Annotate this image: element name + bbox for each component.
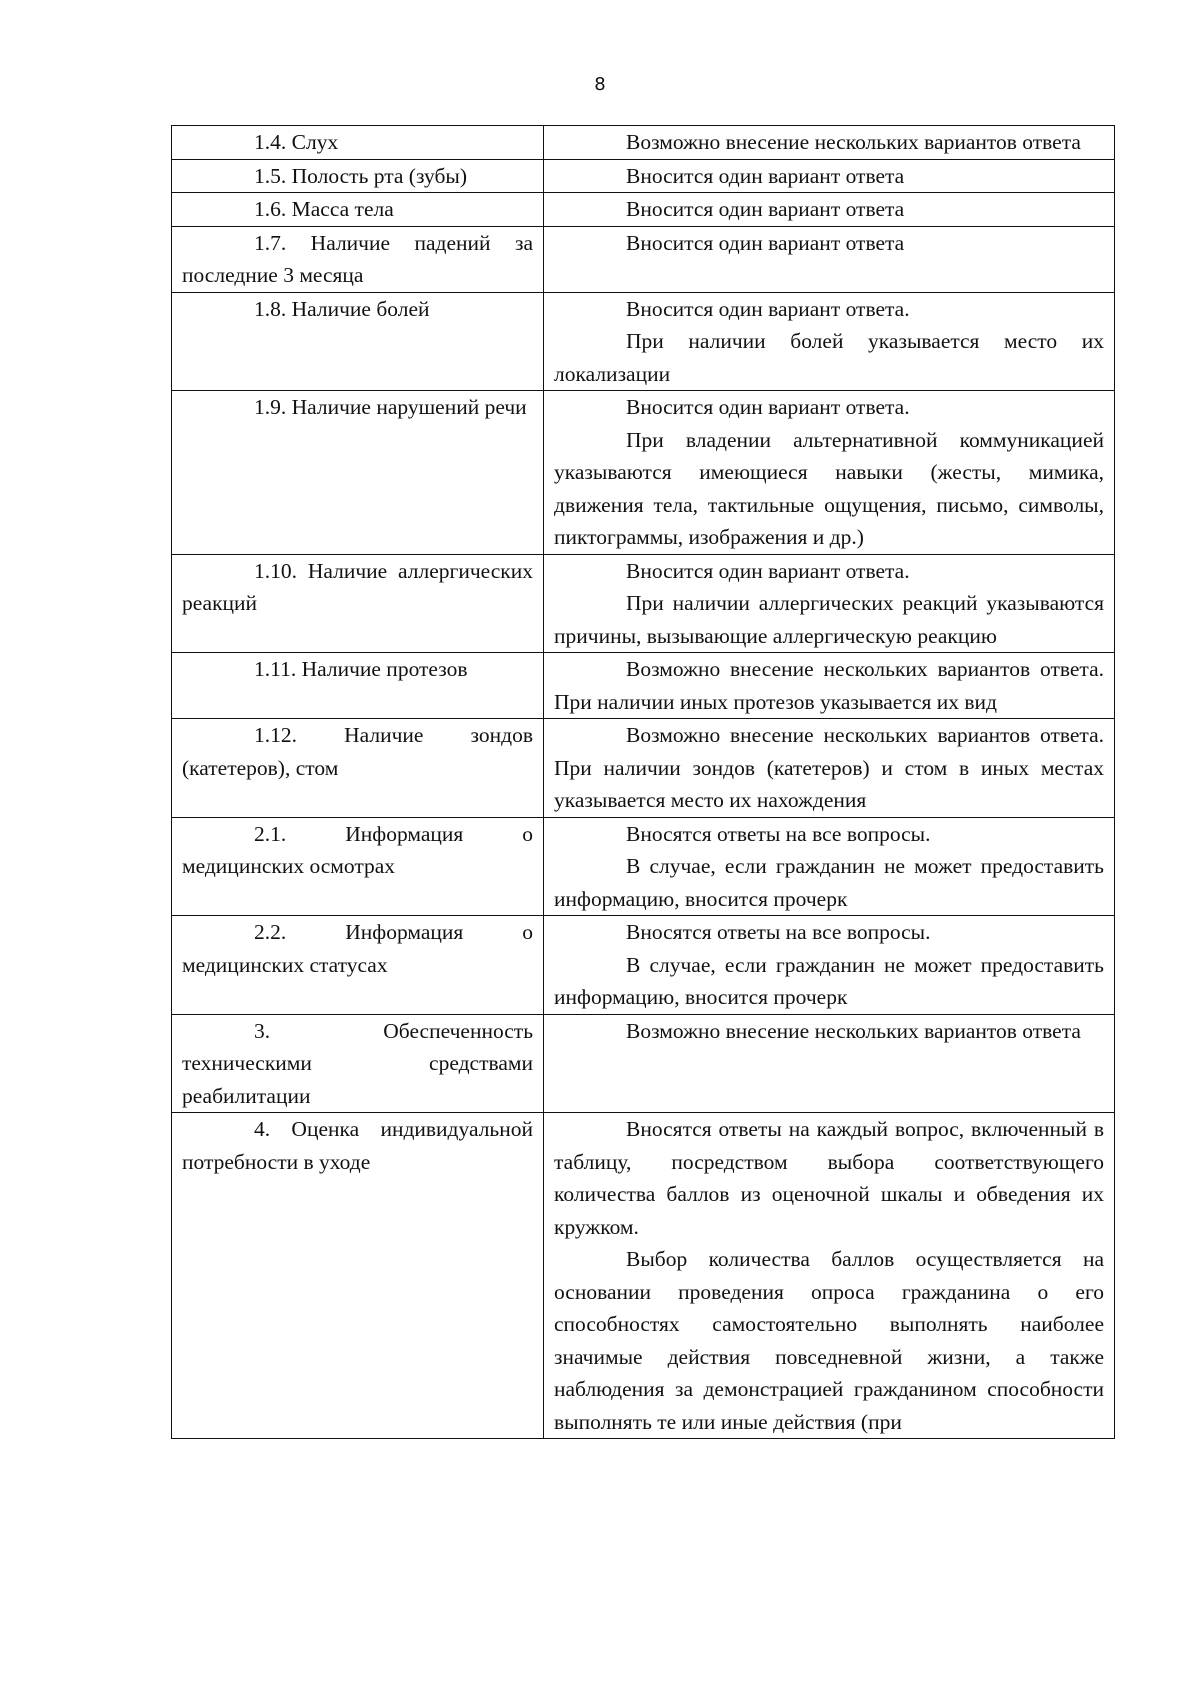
table-row bbox=[172, 159, 1115, 193]
table-body bbox=[172, 126, 1115, 1439]
instruction-paragraph: Вносятся ответы на каждый вопрос, включенный в таблицу, посредством выбора соответствующего количества баллов из оценочной шкалы и обведения их кружком. bbox=[554, 1117, 1104, 1239]
table-row bbox=[172, 1014, 1115, 1113]
instruction-cell bbox=[544, 719, 1115, 818]
section-label: 4. Оценка индивидуальной потребности в уходе bbox=[182, 1117, 533, 1174]
instruction-paragraph: Вносится один вариант ответа. bbox=[626, 395, 910, 419]
instruction-paragraph: В случае, если гражданин не может предоставить информацию, вносится прочерк bbox=[554, 854, 1104, 911]
table-row bbox=[172, 1113, 1115, 1439]
section-label: 3. Обеспеченность техническими средствами реабилитации bbox=[182, 1018, 533, 1108]
instruction-cell bbox=[544, 1113, 1115, 1439]
instruction-cell bbox=[544, 126, 1115, 160]
section-cell bbox=[172, 554, 544, 653]
section-cell bbox=[172, 159, 544, 193]
section-cell bbox=[172, 126, 544, 160]
table-row bbox=[172, 126, 1115, 160]
instruction-paragraph: Вносятся ответы на все вопросы. bbox=[626, 821, 931, 846]
instructions-table bbox=[171, 125, 1115, 1439]
instruction-paragraph: В случае, если гражданин не может предоставить информацию, вносится прочерк bbox=[554, 952, 1104, 1009]
section-cell bbox=[172, 391, 544, 555]
section-label: 1.9. Наличие нарушений речи bbox=[254, 395, 527, 419]
section-label: 1.5. Полость рта (зубы) bbox=[254, 163, 468, 188]
instruction-cell bbox=[544, 226, 1115, 292]
section-label: 1.10. Наличие аллергических реакций bbox=[182, 558, 533, 615]
instruction-cell bbox=[544, 1014, 1115, 1113]
instruction-cell bbox=[544, 292, 1115, 391]
section-label: 2.1. Информация о медицинских осмотрах bbox=[182, 821, 533, 878]
section-cell bbox=[172, 1113, 544, 1439]
instruction-cell bbox=[544, 817, 1115, 916]
table-row bbox=[172, 817, 1115, 916]
instruction-paragraph: Вносятся ответы на все вопросы. bbox=[626, 920, 931, 944]
instruction-paragraph: Вносится один вариант ответа bbox=[626, 163, 905, 188]
page-number: 8 bbox=[594, 74, 606, 95]
instruction-cell bbox=[544, 554, 1115, 653]
instruction-cell bbox=[544, 159, 1115, 193]
table-row bbox=[172, 554, 1115, 653]
section-label: 1.7. Наличие падений за последние 3 месяца bbox=[182, 230, 533, 287]
instruction-paragraph: Возможно внесение нескольких вариантов ответа bbox=[626, 130, 1081, 154]
instruction-paragraph: Выбор количества баллов осуществляется на основании проведения опроса гражданина о его способностях самостоятельно выполнять наиболее значимые действия повседневной жизни, а также наблюдения за демонстрацией гражданином способности выполнять те или иные действия (при bbox=[554, 1247, 1104, 1434]
section-cell bbox=[172, 817, 544, 916]
section-label: 1.6. Масса тела bbox=[254, 197, 394, 221]
instruction-cell bbox=[544, 916, 1115, 1015]
instruction-paragraph: Вносится один вариант ответа bbox=[626, 197, 905, 221]
section-label: 1.8. Наличие болей bbox=[254, 296, 430, 321]
section-cell bbox=[172, 719, 544, 818]
table-row bbox=[172, 719, 1115, 818]
table-row bbox=[172, 916, 1115, 1015]
section-cell bbox=[172, 193, 544, 227]
section-cell bbox=[172, 1014, 544, 1113]
instruction-paragraph: Возможно внесение нескольких вариантов ответа bbox=[626, 1018, 1081, 1043]
table-row bbox=[172, 391, 1115, 555]
table-row bbox=[172, 292, 1115, 391]
table-row bbox=[172, 226, 1115, 292]
section-cell bbox=[172, 916, 544, 1015]
instruction-paragraph: Вносится один вариант ответа. bbox=[626, 558, 910, 583]
instruction-paragraph: При наличии болей указывается место их локализации bbox=[554, 329, 1104, 386]
table-row bbox=[172, 193, 1115, 227]
section-label: 2.2. Информация о медицинских статусах bbox=[182, 920, 533, 977]
instruction-cell bbox=[544, 193, 1115, 227]
instruction-paragraph: Возможно внесение нескольких вариантов ответа. При наличии иных протезов указывается их вид bbox=[554, 657, 1104, 714]
instruction-paragraph: Возможно внесение нескольких вариантов ответа. При наличии зондов (катетеров) и стом в иных местах указывается место их нахождения bbox=[554, 723, 1104, 812]
instruction-cell bbox=[544, 653, 1115, 719]
section-label: 1.11. Наличие протезов bbox=[254, 657, 468, 681]
section-cell bbox=[172, 292, 544, 391]
section-label: 1.4. Слух bbox=[254, 130, 339, 154]
instruction-paragraph: Вносится один вариант ответа bbox=[626, 230, 905, 255]
instruction-paragraph: При наличии аллергических реакций указываются причины, вызывающие аллергическую реакцию bbox=[554, 591, 1104, 648]
table-row bbox=[172, 653, 1115, 719]
instruction-cell bbox=[544, 391, 1115, 555]
instruction-paragraph: Вносится один вариант ответа. bbox=[626, 296, 910, 321]
section-cell bbox=[172, 226, 544, 292]
section-label: 1.12. Наличие зондов (катетеров), стом bbox=[182, 723, 533, 780]
section-cell bbox=[172, 653, 544, 719]
instruction-paragraph: При владении альтернативной коммуникацией указываются имеющиеся навыки (жесты, мимика, движения тела, тактильные ощущения, письмо, символы, пиктограммы, изображения и др.) bbox=[554, 427, 1104, 549]
